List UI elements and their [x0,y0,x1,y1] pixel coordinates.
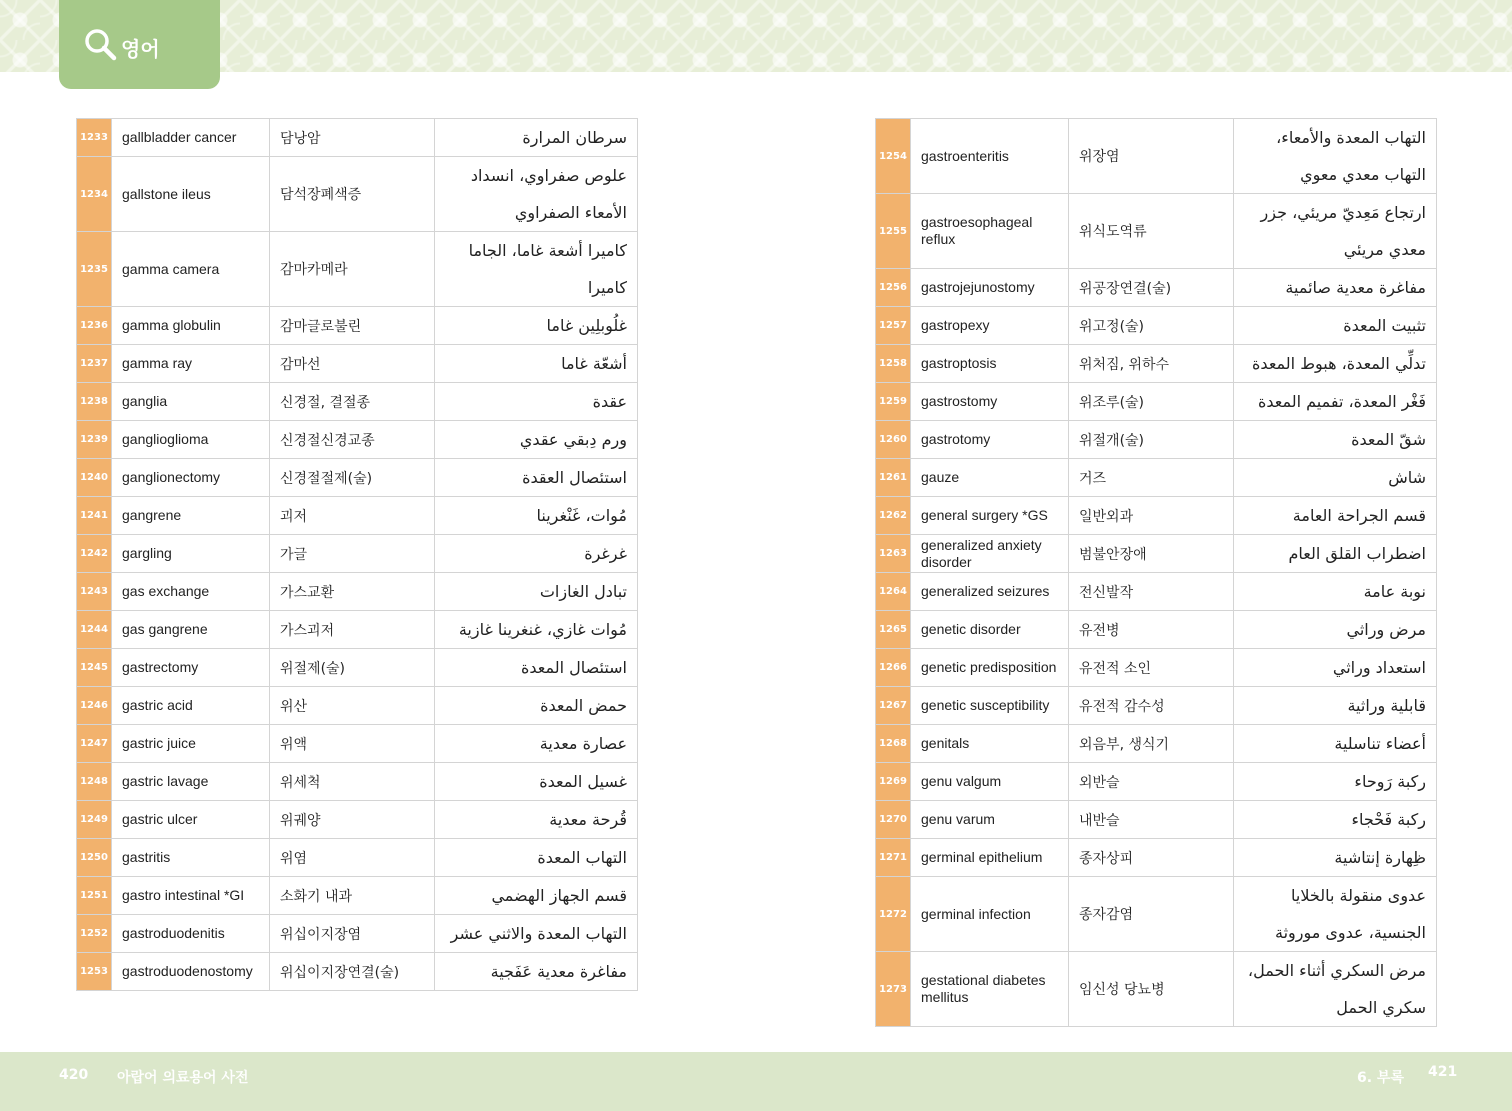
dictionary-row [876,383,1437,421]
english-term: general surgery *GS [911,497,1069,535]
arabic-term [1234,687,1437,725]
english-term: germinal epithelium [911,839,1069,877]
english-term: germinal infection [911,877,1069,952]
korean-term: 위공장연결(술) [1069,269,1234,307]
arabic-term [435,421,638,459]
korean-term: 위장염 [1069,119,1234,194]
arabic-term-line: مُوات غازي، غنغرينا غازية [458,620,627,639]
entry-number: 1265 [876,611,911,649]
entry-number: 1262 [876,497,911,535]
dictionary-row [876,839,1437,877]
korean-term: 위궤양 [270,801,435,839]
dictionary-row [77,459,638,497]
entry-number: 1273 [876,952,911,1027]
entry-number: 1249 [77,801,112,839]
arabic-term-line: مرض السكري أثناء الحمل، [1247,961,1426,980]
arabic-term [1234,459,1437,497]
korean-term: 유전적 소인 [1069,649,1234,687]
arabic-term [1234,573,1437,611]
korean-term: 소화기 내과 [270,877,435,915]
dictionary-row [876,801,1437,839]
dictionary-row [77,611,638,649]
arabic-term-line: ظِهارة إنتاشية [1334,848,1426,867]
dictionary-row [876,421,1437,459]
korean-term: 가스교환 [270,573,435,611]
korean-term: 담석장폐색증 [270,157,435,232]
arabic-term-line: سرطان المرارة [522,128,627,147]
arabic-term-line: التهاب المعدة [537,848,627,867]
korean-term: 종자감염 [1069,877,1234,952]
entry-number: 1235 [77,232,112,307]
arabic-term-line: ارتجاع مَعِديّ مريئي، جزر [1260,203,1426,222]
entry-number: 1258 [876,345,911,383]
arabic-term-line: مُوات، غَنْغرينا [536,506,627,525]
arabic-term [1234,725,1437,763]
book-title: 아랍어 의료용어 사전 [117,1070,249,1086]
arabic-term-line: التهاب المعدة والأمعاء، [1276,128,1426,147]
arabic-term-line: التهاب معدي معوي [1300,165,1426,184]
arabic-term-line: أعضاء تناسلية [1334,734,1426,753]
english-term: genetic susceptibility [911,687,1069,725]
page-footer [0,1052,1512,1111]
arabic-term [435,497,638,535]
entry-number: 1260 [876,421,911,459]
arabic-term [435,801,638,839]
korean-term: 일반외과 [1069,497,1234,535]
entry-number: 1257 [876,307,911,345]
arabic-term [1234,952,1437,1027]
left-page-number: 420 [59,1067,89,1083]
korean-term: 위절개(술) [1069,421,1234,459]
arabic-term [435,915,638,953]
arabic-term [435,877,638,915]
english-term: gastric ulcer [112,801,270,839]
english-term: gastric juice [112,725,270,763]
entry-number: 1238 [77,383,112,421]
entry-number: 1272 [876,877,911,952]
arabic-term-line: تثبيت المعدة [1343,316,1426,335]
arabic-term [435,307,638,345]
english-term: gastric lavage [112,763,270,801]
english-term: gestational diabetes mellitus [911,952,1069,1027]
english-term: gastroenteritis [911,119,1069,194]
arabic-term-line: استئصال المعدة [520,658,627,677]
english-term: genetic disorder [911,611,1069,649]
english-term: gargling [112,535,270,573]
dictionary-row [77,421,638,459]
entry-number: 1255 [876,194,911,269]
dictionary-row [77,383,638,421]
arabic-term-line: قُرحة معدية [549,810,627,829]
arabic-term-line: تبادل الغازات [539,582,627,601]
arabic-term-line: التهاب المعدة والاثني عشر [450,924,627,943]
arabic-term [1234,497,1437,535]
arabic-term-line: كاميرا [587,278,627,297]
korean-term: 임신성 당뇨병 [1069,952,1234,1027]
english-term: gastric acid [112,687,270,725]
dictionary-row [77,839,638,877]
korean-term: 범불안장애 [1069,535,1234,573]
korean-term: 종자상피 [1069,839,1234,877]
dictionary-row [77,877,638,915]
dictionary-row [77,763,638,801]
arabic-term-line: فَغْر المعدة، تفميم المعدة [1257,392,1426,411]
dictionary-table-left [76,118,638,991]
arabic-term-line: شقّ المعدة [1351,430,1426,449]
korean-term: 위세척 [270,763,435,801]
dictionary-row [876,307,1437,345]
arabic-term-line: الجنسية، عدوى موروثة [1274,923,1426,942]
dictionary-row [876,649,1437,687]
dictionary-row [876,573,1437,611]
section-name: 6. 부록 [1357,1070,1404,1086]
arabic-term-line: استئصال العقدة [522,468,627,487]
magnifier-icon [83,27,119,63]
english-term: genu valgum [911,763,1069,801]
english-term: genetic predisposition [911,649,1069,687]
arabic-term [435,535,638,573]
arabic-term-line: غسيل المعدة [539,772,627,791]
arabic-term [435,459,638,497]
dictionary-row [77,157,638,232]
english-term: ganglioglioma [112,421,270,459]
dictionary-row [876,269,1437,307]
dictionary-row [77,915,638,953]
entry-number: 1252 [77,915,112,953]
english-term: gauze [911,459,1069,497]
korean-term: 위고정(술) [1069,307,1234,345]
english-term: generalized seizures [911,573,1069,611]
entry-number: 1254 [876,119,911,194]
arabic-term [1234,839,1437,877]
entry-number: 1234 [77,157,112,232]
arabic-term-line: ركبة فَحْجاء [1351,810,1426,829]
english-term: gallstone ileus [112,157,270,232]
entry-number: 1268 [876,725,911,763]
english-term: gastrectomy [112,649,270,687]
korean-term: 위절제(술) [270,649,435,687]
arabic-term-line: اضطراب القلق العام [1288,544,1426,563]
entry-number: 1251 [77,877,112,915]
arabic-term [1234,535,1437,573]
entry-number: 1264 [876,573,911,611]
arabic-term [435,157,638,232]
entry-number: 1253 [77,953,112,991]
entry-number: 1248 [77,763,112,801]
arabic-term-line: تدلِّي المعدة، هبوط المعدة [1252,354,1426,373]
english-term: gamma ray [112,345,270,383]
entry-number: 1245 [77,649,112,687]
entry-number: 1247 [77,725,112,763]
arabic-term [435,383,638,421]
arabic-term-line: سكري الحمل [1336,998,1426,1017]
arabic-term [435,611,638,649]
dictionary-row [77,345,638,383]
english-term: gastro intestinal *GI [112,877,270,915]
korean-term: 신경절, 결절종 [270,383,435,421]
arabic-term [1234,763,1437,801]
english-term: gangrene [112,497,270,535]
dictionary-row [876,687,1437,725]
arabic-term-line: الأمعاء الصفراوي [514,203,627,222]
entry-number: 1242 [77,535,112,573]
dictionary-row [77,573,638,611]
dictionary-row [876,725,1437,763]
entry-number: 1261 [876,459,911,497]
english-term: gastroptosis [911,345,1069,383]
entry-number: 1233 [77,119,112,157]
dictionary-row [77,307,638,345]
arabic-term-line: علوص صفراوي، انسداد [470,166,627,185]
entry-number: 1244 [77,611,112,649]
arabic-term-line: ورم دِبقي عقدي [519,430,627,449]
arabic-term-line: عصارة معدية [539,734,627,753]
english-term: genitals [911,725,1069,763]
korean-term: 위산 [270,687,435,725]
korean-term: 위액 [270,725,435,763]
english-term: gamma camera [112,232,270,307]
entry-number: 1246 [77,687,112,725]
arabic-term-line: حمض المعدة [540,696,627,715]
arabic-term-line: غرغرة [584,544,627,563]
dictionary-row [77,649,638,687]
korean-term: 위처짐, 위하수 [1069,345,1234,383]
entry-number: 1237 [77,345,112,383]
english-term: genu varum [911,801,1069,839]
korean-term: 담낭암 [270,119,435,157]
entry-number: 1241 [77,497,112,535]
arabic-term [1234,383,1437,421]
dictionary-row [77,801,638,839]
arabic-term-line: أشعّة غاما [561,354,627,373]
dictionary-row [77,497,638,535]
arabic-term-line: كاميرا أشعة غاما، الجاما [468,241,627,260]
english-term: gastroesophageal reflux [911,194,1069,269]
korean-term: 위식도역류 [1069,194,1234,269]
korean-term: 위십이지장염 [270,915,435,953]
dictionary-row [77,687,638,725]
english-term: gas gangrene [112,611,270,649]
arabic-term [435,649,638,687]
korean-term: 괴저 [270,497,435,535]
korean-term: 내반슬 [1069,801,1234,839]
english-term: gastrostomy [911,383,1069,421]
header-pattern-band [0,0,1512,72]
arabic-term-line: قسم الجهاز الهضمي [491,886,627,905]
korean-term: 감마글로불린 [270,307,435,345]
dictionary-row [876,345,1437,383]
dictionary-row [876,877,1437,952]
korean-term: 신경절절제(술) [270,459,435,497]
arabic-term-line: مفاغرة معدية عَفَجية [490,962,627,981]
section-label: 영어 [121,37,160,61]
korean-term: 위조루(술) [1069,383,1234,421]
arabic-term-line: نوبة عامة [1363,582,1426,601]
dictionary-row [876,459,1437,497]
english-term: gas exchange [112,573,270,611]
entry-number: 1267 [876,687,911,725]
entry-number: 1236 [77,307,112,345]
korean-term: 가스괴저 [270,611,435,649]
arabic-term [1234,194,1437,269]
dictionary-row [876,763,1437,801]
korean-term: 위십이지장연결(술) [270,953,435,991]
arabic-term [435,573,638,611]
dictionary-row [77,232,638,307]
korean-term: 외음부, 생식기 [1069,725,1234,763]
arabic-term [1234,877,1437,952]
english-term: gastritis [112,839,270,877]
arabic-term [1234,649,1437,687]
arabic-term-line: مرض وراثي [1346,620,1426,639]
korean-term: 외반슬 [1069,763,1234,801]
entry-number: 1256 [876,269,911,307]
arabic-term [1234,119,1437,194]
arabic-term [435,725,638,763]
section-tab [59,0,220,89]
arabic-term [435,763,638,801]
english-term: gastroduodenostomy [112,953,270,991]
arabic-term [435,839,638,877]
english-term: ganglia [112,383,270,421]
arabic-term [1234,421,1437,459]
arabic-term-line: غلُوبلِين غاما [546,316,627,335]
dictionary-row [876,611,1437,649]
entry-number: 1271 [876,839,911,877]
dictionary-row [876,194,1437,269]
arabic-term [435,687,638,725]
arabic-term [1234,801,1437,839]
dictionary-row [876,535,1437,573]
english-term: ganglionectomy [112,459,270,497]
dictionary-row [876,119,1437,194]
entry-number: 1239 [77,421,112,459]
arabic-term-line: عدوى منقولة بالخلايا [1291,886,1426,905]
korean-term: 가글 [270,535,435,573]
arabic-term-line: قسم الجراحة العامة [1292,506,1426,525]
arabic-term-line: ركبة رَوحاء [1354,772,1426,791]
arabic-term-line: معدي مريئي [1343,240,1426,259]
arabic-term-line: عقدة [592,392,627,411]
dictionary-row [876,952,1437,1027]
entry-number: 1250 [77,839,112,877]
korean-term: 위염 [270,839,435,877]
korean-term: 신경절신경교종 [270,421,435,459]
arabic-term [435,119,638,157]
arabic-term [435,345,638,383]
entry-number: 1240 [77,459,112,497]
arabic-term [1234,307,1437,345]
english-term: gamma globulin [112,307,270,345]
dictionary-row [876,497,1437,535]
entry-number: 1243 [77,573,112,611]
korean-term: 전신발작 [1069,573,1234,611]
arabic-term-line: قابلية وراثية [1347,696,1426,715]
dictionary-row [77,535,638,573]
right-page-number: 421 [1428,1064,1458,1080]
dictionary-row [77,119,638,157]
entry-number: 1263 [876,535,911,573]
entry-number: 1270 [876,801,911,839]
arabic-term [1234,611,1437,649]
korean-term: 유전병 [1069,611,1234,649]
english-term: generalized anxiety disorder [911,535,1069,573]
arabic-term [1234,269,1437,307]
dictionary-row [77,725,638,763]
arabic-term [435,953,638,991]
dictionary-row [77,953,638,991]
korean-term: 거즈 [1069,459,1234,497]
arabic-term-line: شاش [1388,468,1426,487]
arabic-term [1234,345,1437,383]
english-term: gastrotomy [911,421,1069,459]
entry-number: 1269 [876,763,911,801]
arabic-term [435,232,638,307]
english-term: gastroduodenitis [112,915,270,953]
entry-number: 1259 [876,383,911,421]
arabic-term-line: استعداد وراثي [1332,658,1426,677]
arabic-term-line: مفاغرة معدية صائمية [1285,278,1426,297]
korean-term: 유전적 감수성 [1069,687,1234,725]
english-term: gallbladder cancer [112,119,270,157]
entry-number: 1266 [876,649,911,687]
english-term: gastrojejunostomy [911,269,1069,307]
korean-term: 감마선 [270,345,435,383]
english-term: gastropexy [911,307,1069,345]
dictionary-table-right [875,118,1437,1027]
korean-term: 감마카메라 [270,232,435,307]
